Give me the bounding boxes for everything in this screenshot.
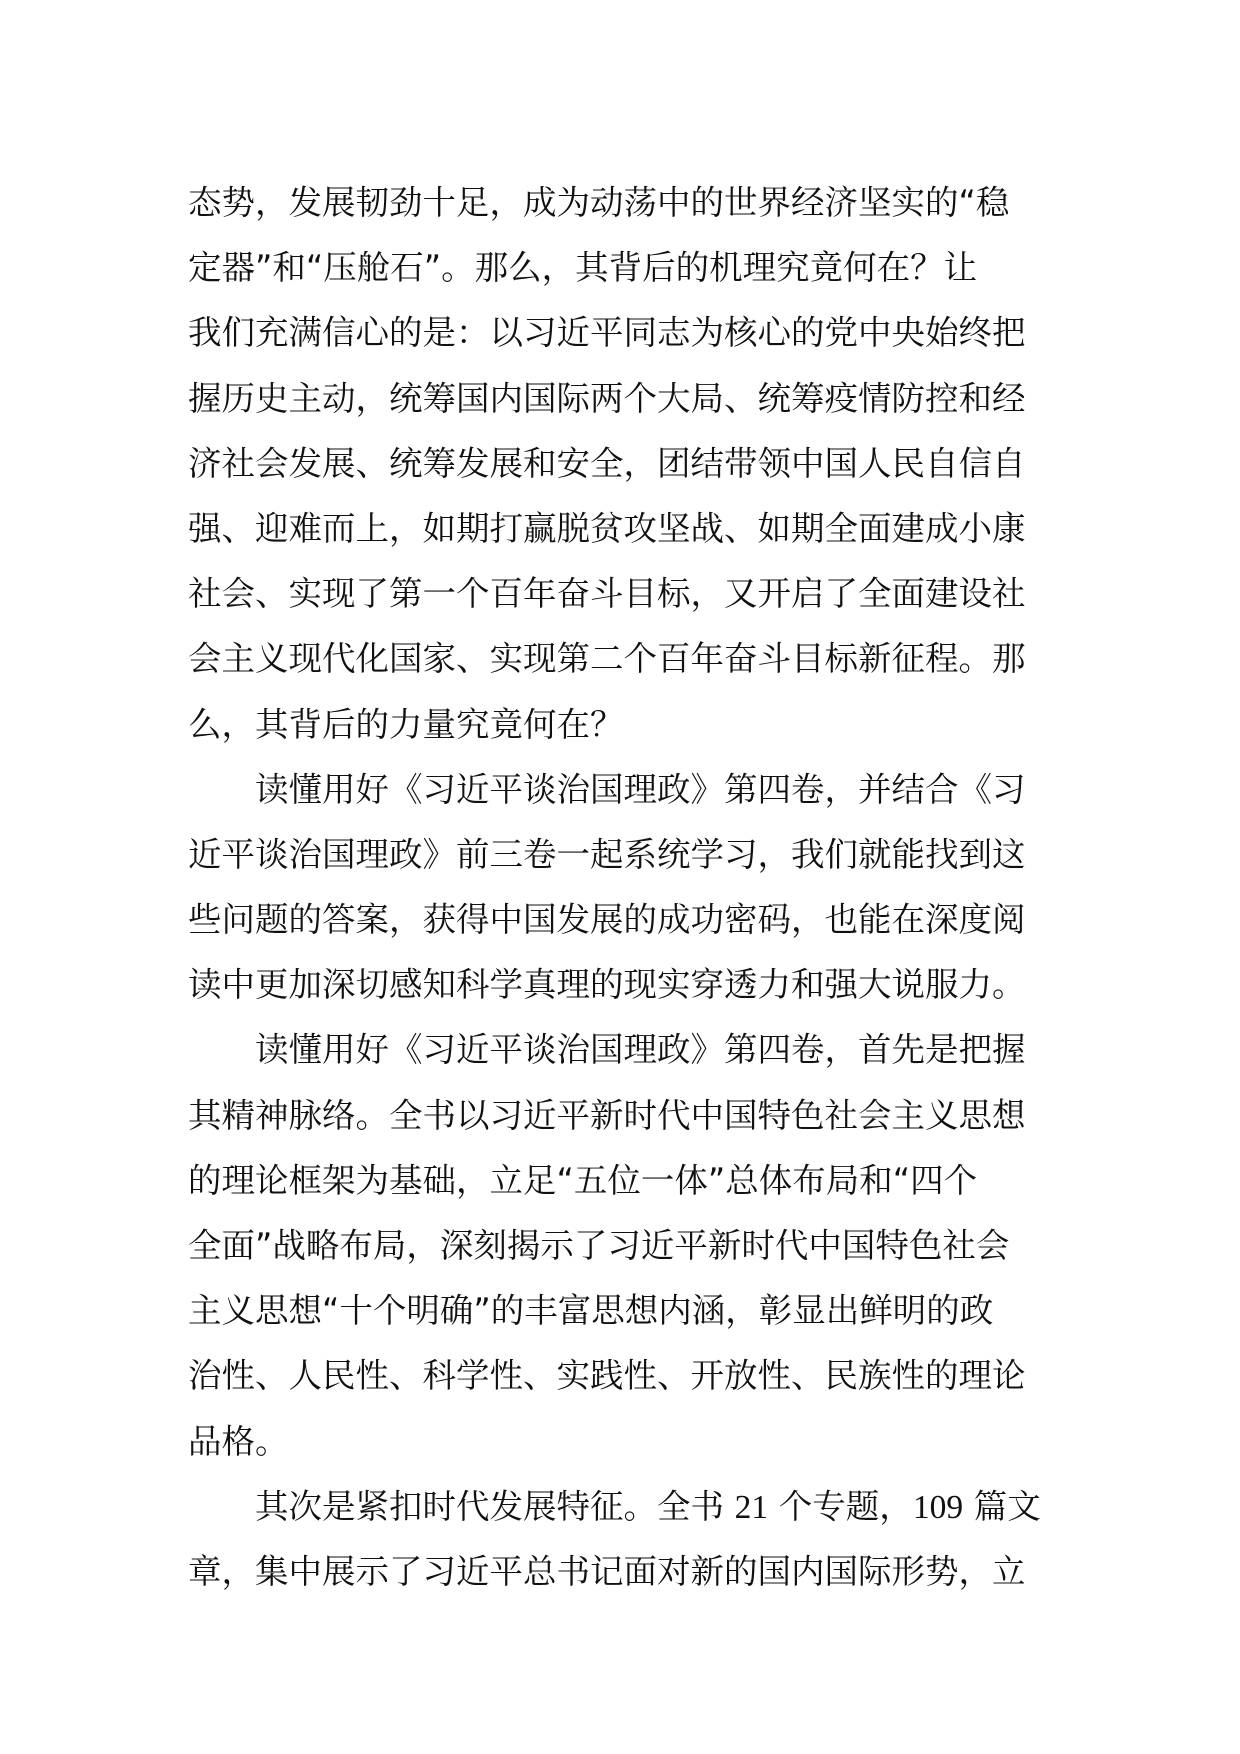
paragraph-4 <box>188 1474 1068 1604</box>
text-line: 近平谈治国理政》前三卷一起系统学习，我们就能找到这 <box>188 834 1026 874</box>
text-line: 读懂用好《习近平谈治国理政》第四卷，首先是把握 <box>255 1030 1026 1070</box>
text-line: 章，集中展示了习近平总书记面对新的国内国际形势，立 <box>188 1551 1026 1591</box>
text-line: 么，其背后的力量究竟何在？ <box>188 704 624 744</box>
text-line: 治性、人民性、科学性、实践性、开放性、民族性的理论 <box>188 1356 1026 1396</box>
paragraph-2 <box>188 757 1068 1018</box>
text-line <box>188 1474 1068 1539</box>
text-line: 定器”和“压舱石”。那么，其背后的机理究竟何在？让 <box>188 248 978 288</box>
text-line: 握历史主动，统筹国内国际两个大局、统筹疫情防控和经 <box>188 378 1026 418</box>
text-line: 些问题的答案，获得中国发展的成功密码，也能在深度阅 <box>188 900 1026 940</box>
text-line: 的理论框架为基础，立足“五位一体”总体布局和“四个 <box>188 1160 978 1200</box>
text-line: 读懂用好《习近平谈治国理政》第四卷，并结合《习 <box>255 769 1026 809</box>
text-span: 篇文 <box>963 1486 1041 1526</box>
text-line: 会主义现代化国家、实现第二个百年奋斗目标新征程。那 <box>188 639 1026 679</box>
text-line: 品格。 <box>188 1421 289 1461</box>
text-line: 强、迎难而上，如期打赢脱贫攻坚战、如期全面建成小康 <box>188 508 1026 548</box>
paragraph-1 <box>188 170 1068 757</box>
text-line: 读中更加深切感知科学真理的现实穿透力和强大说服力。 <box>188 965 1026 1005</box>
text-line: 其精神脉络。全书以习近平新时代中国特色社会主义思想 <box>188 1095 1026 1135</box>
text-line: 社会、实现了第一个百年奋斗目标，又开启了全面建设社 <box>188 574 1026 614</box>
text-line: 济社会发展、统筹发展和安全，团结带领中国人民自信自 <box>188 443 1026 483</box>
text-span: 个专题， <box>768 1486 913 1526</box>
text-line: 态势，发展韧劲十足，成为动荡中的世界经济坚实的“稳 <box>188 183 1010 222</box>
document-body <box>188 170 1068 1604</box>
text-span: 其次是紧扣时代发展特征。全书 <box>255 1486 735 1526</box>
text-line: 主义思想“十个明确”的丰富思想内涵，彰显出鲜明的政 <box>188 1291 994 1331</box>
article-count: 109 <box>912 1488 964 1526</box>
topic-count: 21 <box>734 1488 769 1526</box>
text-line: 我们充满信心的是：以习近平同志为核心的党中央始终把 <box>188 313 1026 353</box>
text-line: 全面”战略布局，深刻揭示了习近平新时代中国特色社会 <box>188 1226 1010 1265</box>
paragraph-3 <box>188 1017 1068 1473</box>
